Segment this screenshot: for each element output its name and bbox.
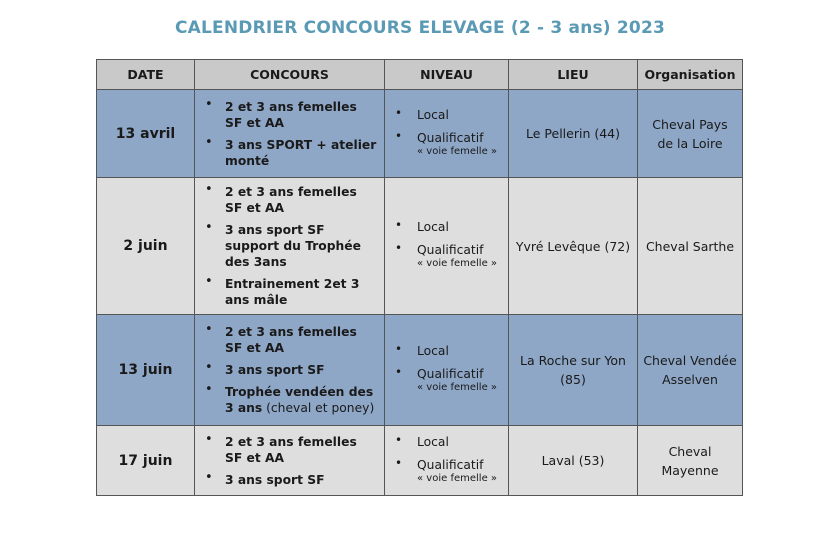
niveau-local: • Local [395,108,502,123]
org-line: Cheval Sarthe [645,238,735,254]
concours-item: • 3 ans sport SF support du Trophée des 3ans [205,222,378,270]
lieu-text: Yvré Levêque (72) [515,238,631,254]
row-lieu [509,426,638,496]
niveau-qualificatif [395,458,502,485]
org-line: Asselven [662,372,718,387]
niveau-local: • Local [395,220,502,235]
concours-item: • 2 et 3 ans femelles SF et AA [205,184,378,216]
niveau-qualificatif-label: Qualificatif [417,130,484,145]
table-row [97,90,743,178]
row-concours [195,426,385,496]
row-concours [195,315,385,426]
row-lieu [509,90,638,178]
table-row [97,315,743,426]
concours-item: • 3 ans sport SF [205,362,378,378]
table-row [97,178,743,315]
niveau-qualificatif-label: Qualificatif [417,367,484,381]
niveau-qualificatif [395,131,502,158]
row-organisation [638,315,743,426]
calendar-table [96,59,743,496]
niveau-qualificatif-label: Qualificatif [417,243,484,257]
niveau-qualificatif-label: Qualificatif [417,457,484,472]
row-organisation [638,90,743,178]
header-niveau: NIVEAU [385,60,509,90]
concours-item: • 2 et 3 ans femelles SF et AA [205,324,378,356]
row-niveau [385,178,509,315]
row-date: 13 juin [97,315,195,426]
row-organisation [638,178,743,315]
org-line: Cheval [668,443,712,459]
concours-item: • 3 ans sport SF [205,472,378,488]
row-niveau [385,426,509,496]
niveau-sub: « voie femelle » [417,472,498,484]
niveau-qualificatif [395,243,502,270]
row-lieu [509,178,638,315]
org-line: Cheval Vendée [643,353,737,368]
concours-item [205,384,378,416]
header-organisation: Organisation [638,60,743,90]
concours-item-note: (cheval et poney) [262,401,375,415]
header-concours: CONCOURS [195,60,385,90]
page-title: CALENDRIER CONCOURS ELEVAGE (2 - 3 ans) 2023 [174,18,666,38]
lieu-line: (85) [560,372,586,387]
row-concours [195,178,385,315]
table-row [97,426,743,496]
concours-item: • Entrainement 2et 3 ans mâle [205,276,378,308]
lieu-line: La Roche sur Yon [520,353,626,368]
niveau-local: • Local [395,435,502,450]
niveau-sub: « voie femelle » [417,145,498,157]
lieu-text: Laval (53) [541,453,605,468]
header-date: DATE [97,60,195,90]
row-lieu [509,315,638,426]
row-date: 13 avril [97,90,195,178]
row-date: 17 juin [97,426,195,496]
niveau-qualificatif [395,367,502,394]
concours-item-bold: Trophée vendéen des 3 ans [225,385,374,415]
niveau-sub: « voie femelle » [417,258,498,269]
niveau-sub: « voie femelle » [417,382,498,393]
org-line: de la Loire [657,135,723,151]
niveau-local: • Local [395,344,502,359]
concours-item: • 3 ans SPORT + atelier monté [205,137,378,169]
concours-item: • 2 et 3 ans femelles SF et AA [205,99,378,131]
row-niveau [385,315,509,426]
row-concours [195,90,385,178]
row-organisation [638,426,743,496]
row-niveau [385,90,509,178]
lieu-text: Le Pellerin (44) [526,126,620,141]
org-line: Cheval Pays [652,116,728,132]
header-row [97,60,743,90]
concours-item: • 2 et 3 ans femelles SF et AA [205,434,378,466]
org-line: Mayenne [661,462,719,478]
header-lieu: LIEU [509,60,638,90]
row-date: 2 juin [97,178,195,315]
